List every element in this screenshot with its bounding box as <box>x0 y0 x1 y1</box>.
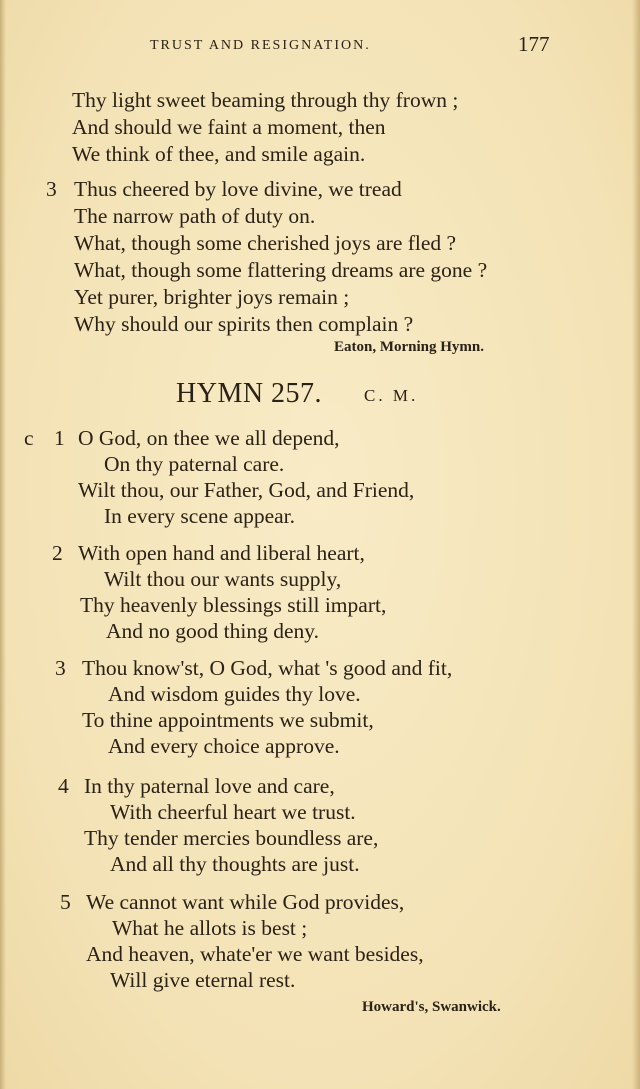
verse-line: Wilt thou, our Father, God, and Friend, <box>78 478 415 502</box>
verse-line: In every scene appear. <box>104 504 296 528</box>
hymn-meter: C. M. <box>364 386 419 405</box>
running-head: TRUST AND RESIGNATION. <box>150 38 371 53</box>
verse-line: What, though some cherished joys are fled ? <box>74 231 457 255</box>
verse-number: 3 <box>46 177 57 201</box>
verse-line: Wilt thou our wants supply, <box>104 567 342 591</box>
verse-line: In thy paternal love and care, <box>84 774 335 798</box>
verse-number: 5 <box>60 890 71 914</box>
verse-line: And heaven, whate'er we want besides, <box>86 942 424 966</box>
verse-line: The narrow path of duty on. <box>74 204 316 228</box>
verse-number: 1 <box>54 426 65 450</box>
verse-line: What he allots is best ; <box>112 916 308 940</box>
continuation-line: And should we faint a moment, then <box>72 115 386 139</box>
attribution: Howard's, Swanwick. <box>362 999 501 1015</box>
page-edge-right <box>632 0 640 1089</box>
verse-line: Thus cheered by love divine, we tread <box>74 177 402 201</box>
verse-line: And no good thing deny. <box>106 619 319 643</box>
verse-line: With cheerful heart we trust. <box>110 800 356 824</box>
verse-line: Why should our spirits then complain ? <box>74 312 414 336</box>
verse-line: We cannot want while God provides, <box>86 890 405 914</box>
verse-line: With open hand and liberal heart, <box>78 541 365 565</box>
verse-number: 2 <box>52 541 63 565</box>
tempo-mark: c <box>24 426 34 450</box>
continuation-line: Thy light sweet beaming through thy frown ; <box>72 88 459 112</box>
verse-line: Will give eternal rest. <box>110 968 296 992</box>
verse-line: Yet purer, brighter joys remain ; <box>74 285 350 309</box>
verse-line: To thine appointments we submit, <box>82 708 374 732</box>
page-number: 177 <box>518 32 550 56</box>
verse-line: Thy tender mercies boundless are, <box>84 826 379 850</box>
verse-line: O God, on thee we all depend, <box>78 426 340 450</box>
hymn-title: HYMN 257. <box>176 378 323 409</box>
verse-line: What, though some flattering dreams are gone ? <box>74 258 488 282</box>
verse-line: And all thy thoughts are just. <box>110 852 360 876</box>
verse-line: On thy paternal care. <box>104 452 285 476</box>
verse-line: And every choice approve. <box>108 734 340 758</box>
attribution: Eaton, Morning Hymn. <box>334 339 485 355</box>
verse-number: 4 <box>58 774 69 798</box>
page-edge-left <box>0 0 6 1089</box>
verse-line: Thou know'st, O God, what 's good and fit, <box>82 656 453 680</box>
continuation-line: We think of thee, and smile again. <box>72 142 366 166</box>
verse-line: Thy heavenly blessings still impart, <box>80 593 387 617</box>
verse-line: And wisdom guides thy love. <box>108 682 361 706</box>
verse-number: 3 <box>55 656 66 680</box>
